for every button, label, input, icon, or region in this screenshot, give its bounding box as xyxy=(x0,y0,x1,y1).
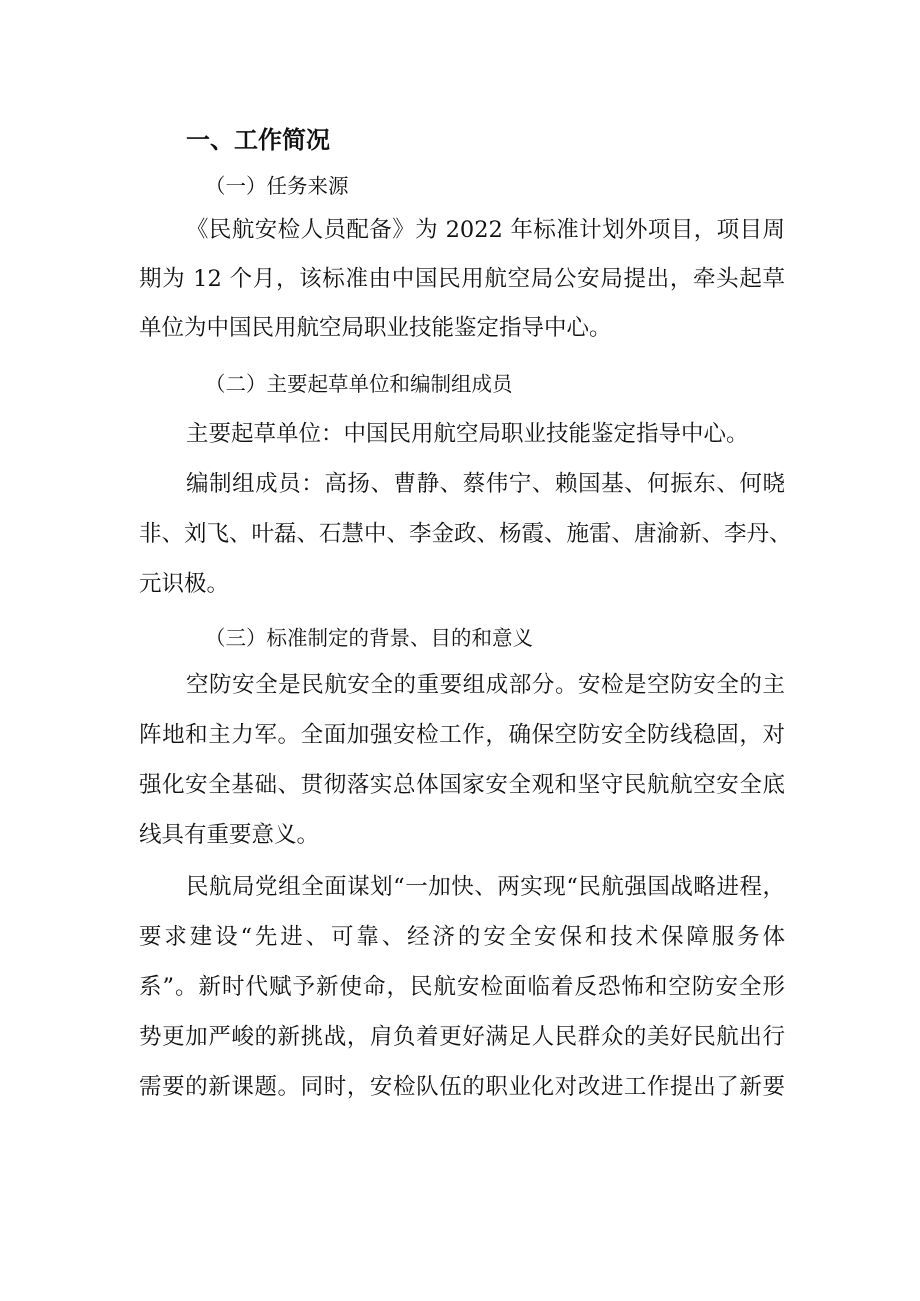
paragraph-line: 期为 12 个月，该标准由中国民用航空局公安局提出，牵头起草 xyxy=(139,266,785,292)
paragraph-line: 势更加严峻的新挑战，肩负着更好满足人民群众的美好民航出行 xyxy=(139,1024,785,1050)
paragraph-line: 系”。新时代赋予新使命，民航安检面临着反恐怖和空防安全形 xyxy=(139,974,785,1000)
paragraph-line: 单位为中国民用航空局职业技能鉴定指导中心。 xyxy=(139,315,612,341)
subsection-title-task-source: （一）任务来源 xyxy=(205,174,349,198)
paragraph-line: 编制组成员：高扬、曹静、蔡伟宁、赖国基、何振东、何晓 xyxy=(186,471,785,497)
paragraph-line: 非、刘飞、叶磊、石慧中、李金政、杨霞、施雷、唐渝新、李丹、 xyxy=(139,521,792,547)
paragraph-line: 民航局党组全面谋划“一加快、两实现“民航强国战略进程， xyxy=(186,874,785,900)
paragraph-line: 阵地和主力军。全面加强安检工作，确保空防安全防线稳固，对 xyxy=(139,722,785,748)
section-heading: 一、工作简况 xyxy=(186,126,330,154)
paragraph-line: 强化安全基础、贯彻落实总体国家安全观和坚守民航航空安全底 xyxy=(139,772,785,798)
paragraph-line: 主要起草单位：中国民用航空局职业技能鉴定指导中心。 xyxy=(186,421,749,447)
paragraph-line: 要求建设“先进、可靠、经济的安全安保和技术保障服务体 xyxy=(139,924,785,950)
subsection-title-drafting-units: （二）主要起草单位和编制组成员 xyxy=(205,372,513,396)
paragraph-line: 空防安全是民航安全的重要组成部分。安检是空防安全的主 xyxy=(186,672,785,698)
paragraph-line: 元识极。 xyxy=(139,571,230,597)
paragraph-line: 线具有重要意义。 xyxy=(139,822,320,848)
paragraph-line: 《民航安检人员配备》为 2022 年标准计划外项目，项目周 xyxy=(186,217,785,243)
subsection-title-background: （三）标准制定的背景、目的和意义 xyxy=(205,626,533,650)
paragraph-line: 需要的新课题。同时，安检队伍的职业化对改进工作提出了新要 xyxy=(139,1074,785,1100)
